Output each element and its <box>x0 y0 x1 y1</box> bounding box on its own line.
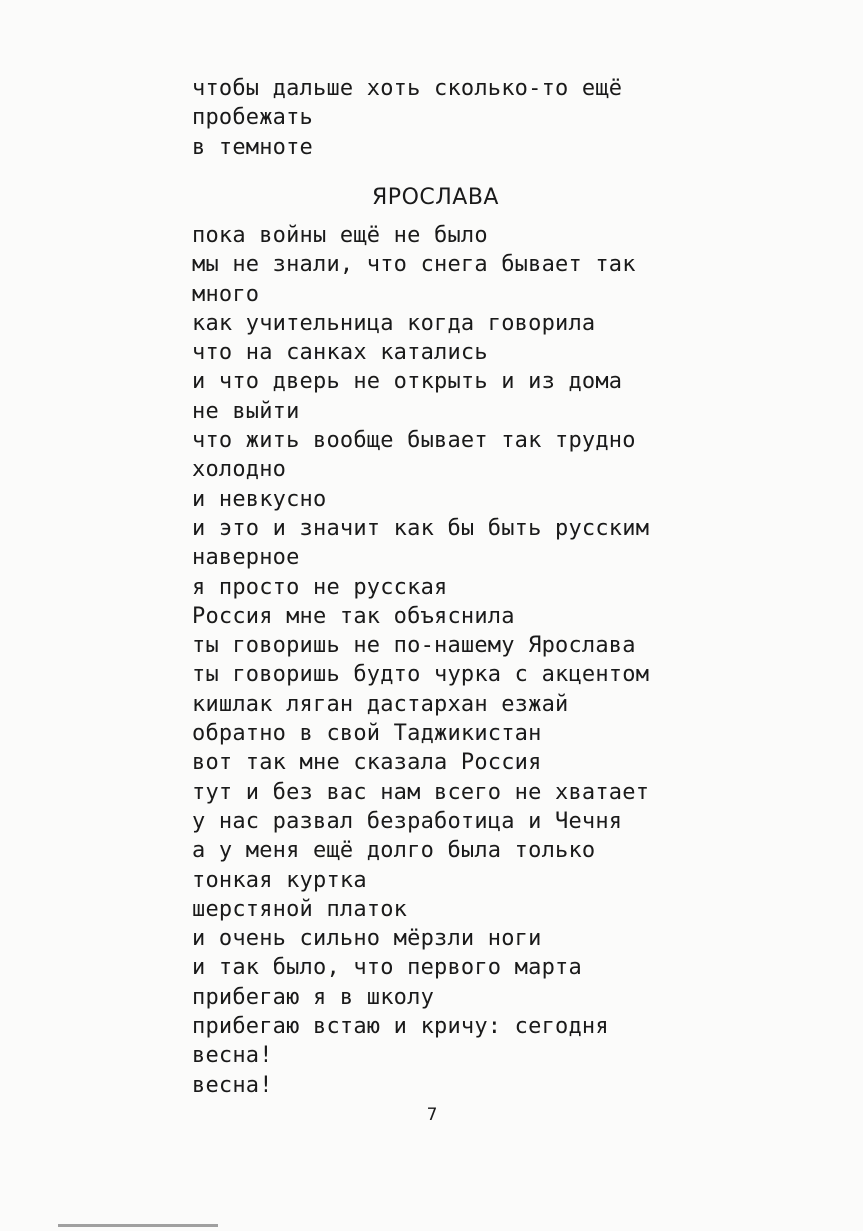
scan-edge-mark <box>58 1224 218 1227</box>
poem-line: много <box>192 281 260 307</box>
poem-line: у нас развал безработица и Чечня <box>192 808 623 834</box>
poem-line: и что дверь не открыть и из дома <box>192 369 623 395</box>
poem-line: ты говоришь не по-нашему Ярослава <box>192 633 636 659</box>
poem-line: и невкусно <box>192 486 327 512</box>
poem-title: ЯРОСЛАВА <box>372 185 499 210</box>
poem-body <box>192 221 649 1100</box>
poem-line: а у меня ещё долго была только <box>192 838 596 864</box>
poem-line: прибегаю я в школу <box>192 984 435 1010</box>
poem-line: кишлак ляган дастархан езжай <box>192 691 569 717</box>
poem-line: мы не знали, что снега бывает так <box>192 252 636 278</box>
previous-poem-ending <box>192 74 622 162</box>
poem-line: что жить вообще бывает так трудно <box>192 428 636 454</box>
poem-line: обратно в свой Таджикистан <box>192 721 542 747</box>
poem-line: не выйти <box>192 398 300 424</box>
poem-line: тут и без вас нам всего не хватает <box>192 779 650 805</box>
poem-line: вот так мне сказала Россия <box>192 750 542 776</box>
poem-line: в темноте <box>192 134 314 160</box>
poem-line: Россия мне так объяснила <box>192 603 515 629</box>
poem-line: весна! <box>192 1043 273 1069</box>
poem-line: и очень сильно мёрзли ноги <box>192 926 542 952</box>
poem-line: чтобы дальше хоть сколько-то ещё <box>192 76 623 101</box>
poem-line: шерстяной платок <box>192 896 408 922</box>
page-number: 7 <box>426 1105 438 1125</box>
poem-line: я просто не русская <box>192 574 448 600</box>
poem-line: прибегаю встаю и кричу: сегодня <box>192 1014 609 1040</box>
poem-line: пока войны ещё не было <box>192 223 488 248</box>
poem-line: что на санках катались <box>192 340 488 366</box>
poem-line: холодно <box>192 457 287 483</box>
poem-line: и это и значит как бы быть русским <box>192 515 650 541</box>
poem-line: как учительница когда говорила <box>192 310 596 336</box>
poem-line: пробежать <box>192 105 314 131</box>
poem-line: ты говоришь будто чурка с акцентом <box>192 662 650 688</box>
poem-line: наверное <box>192 545 300 571</box>
poem-line: тонкая куртка <box>192 867 367 893</box>
poem-line: весна! <box>192 1072 273 1098</box>
poem-line: и так было, что первого марта <box>192 955 582 981</box>
